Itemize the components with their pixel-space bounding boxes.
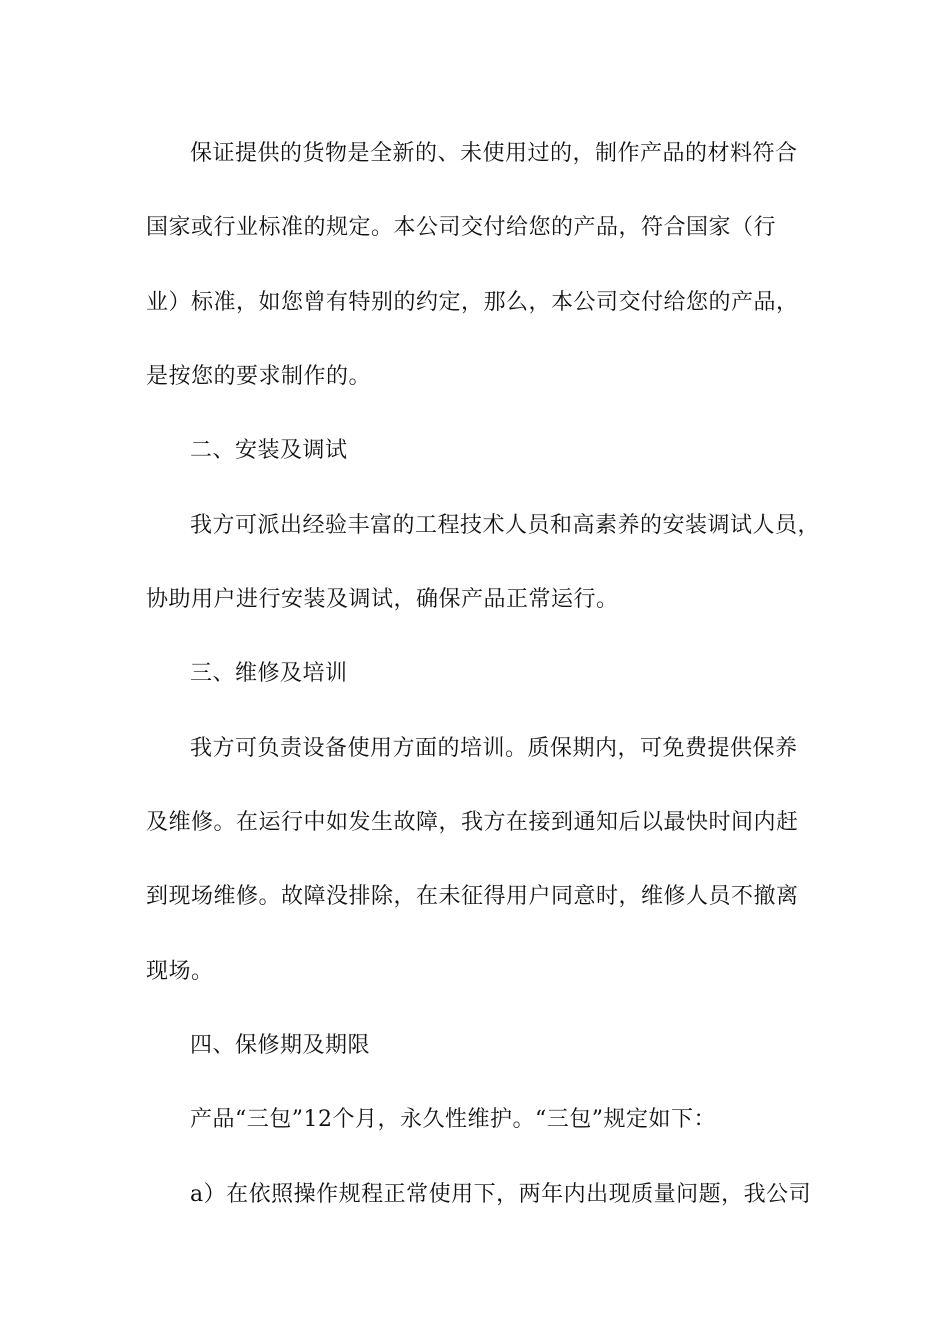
paragraph-1-line-1: 保证提供的货物是全新的、未使用过的，制作产品的材料符合 [190,141,798,166]
paragraph-3-line-2: 及维修。在运行中如发生故障，我方在接到通知后以最快时间内赶 [146,810,799,835]
paragraph-2-line-2: 协助用户进行安装及调试，确保产品正常运行。 [146,587,619,612]
section-heading-warranty: 四、保修期及期限 [190,1033,371,1058]
paragraph-1-line-3: 业）标准，如您曾有特别的约定，那么，本公司交付给您的产品， [146,290,799,315]
section-heading-installation: 二、安装及调试 [190,438,348,463]
paragraph-3-line-1: 我方可负责设备使用方面的培训。质保期内，可免费提供保养 [190,736,798,761]
paragraph-1-line-2: 国家或行业标准的规定。本公司交付给您的产品，符合国家（行 [146,215,777,240]
paragraph-4-line-1: 产品“三包”12个月，永久性维护。“三包”规定如下： [190,1107,716,1132]
paragraph-1-line-4: 是按您的要求制作的。 [146,364,372,389]
paragraph-3-line-4: 现场。 [146,959,214,984]
paragraph-3-line-3: 到现场维修。故障没排除，在未征得用户同意时，维修人员不撤离 [146,884,799,909]
section-heading-maintenance: 三、维修及培训 [190,661,348,686]
list-item-a: a）在依照操作规程正常使用下，两年内出现质量问题，我公司 [190,1182,812,1207]
paragraph-2-line-1: 我方可派出经验丰富的工程技术人员和高素养的安装调试人员， [190,513,821,538]
